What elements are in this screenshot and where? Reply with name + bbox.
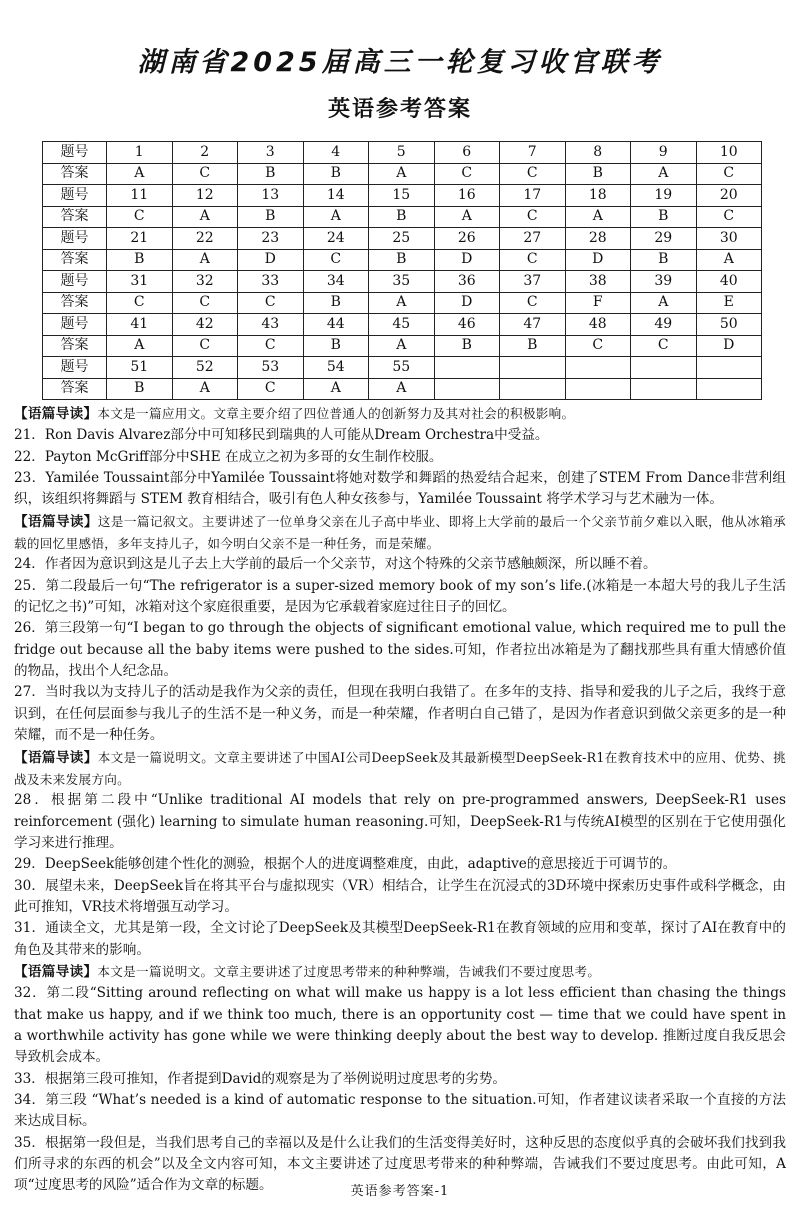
answer-cell: B xyxy=(238,163,304,185)
row-label-answer: 答案 xyxy=(43,292,107,314)
answer-cell: A xyxy=(696,249,762,271)
row-label-question: 题号 xyxy=(43,228,107,250)
answer-cell: B xyxy=(631,206,697,228)
answer-cell: C xyxy=(500,292,566,314)
answer-explanation: 26．第三段第一句“I began to go through the objects of significant emotional value, which required me to pull the fridge out because all the baby items were pushed to the sides.可知，作者拉出冰箱是为了翻找那些具有重大情感价值的物品，找出个人纪念品。 xyxy=(14,620,786,680)
answer-explanation: 24．作者因为意识到这是儿子去上大学前的最后一个父亲节，对这个特殊的父亲节感触颇深，所以睡不着。 xyxy=(14,556,657,573)
answer-cell: B xyxy=(107,378,173,400)
question-number-cell: 24 xyxy=(303,228,369,250)
answer-cell: C xyxy=(172,292,238,314)
question-number-cell: 27 xyxy=(500,228,566,250)
question-number-cell: 13 xyxy=(238,185,304,207)
row-label-question: 题号 xyxy=(43,271,107,293)
answer-explanation: 28．根据第二段中“Unlike traditional AI models that rely on pre-programmed answers, DeepSeek-R1 uses reinforcement (强化) learning to simulate human reasoning.可知，DeepSeek-R1与传统AI模型的区别在于它使用强化学习来进行推理。 xyxy=(14,792,786,851)
question-number-cell: 28 xyxy=(565,228,631,250)
answer-table xyxy=(42,141,762,400)
passage-guide xyxy=(14,511,786,555)
question-number-cell: 10 xyxy=(696,142,762,164)
answer-cell: C xyxy=(107,206,173,228)
question-number-cell: 33 xyxy=(238,271,304,293)
question-number-cell: 12 xyxy=(172,185,238,207)
question-number-cell: 48 xyxy=(565,314,631,336)
question-number-cell: 40 xyxy=(696,271,762,293)
question-number-cell: 42 xyxy=(172,314,238,336)
question-number-cell: 26 xyxy=(434,228,500,250)
passage-guide xyxy=(14,961,786,983)
answer-cell: A xyxy=(434,206,500,228)
answer-row xyxy=(43,249,762,271)
question-number-cell: 55 xyxy=(369,357,435,379)
question-number-cell: 44 xyxy=(303,314,369,336)
answer-cell: B xyxy=(565,163,631,185)
row-label-answer: 答案 xyxy=(43,378,107,400)
page-footer: 英语参考答案-1 xyxy=(350,1184,450,1199)
answer-cell: C xyxy=(631,335,697,357)
answer-row xyxy=(43,292,762,314)
answer-cell: B xyxy=(500,335,566,357)
row-label-question: 题号 xyxy=(43,314,107,336)
question-number-cell: 37 xyxy=(500,271,566,293)
question-number-cell: 17 xyxy=(500,185,566,207)
answer-row xyxy=(43,163,762,185)
answer-cell: C xyxy=(238,335,304,357)
question-number-row xyxy=(43,271,762,293)
answer-cell: B xyxy=(434,335,500,357)
answer-cell: A xyxy=(172,249,238,271)
question-number-cell: 39 xyxy=(631,271,697,293)
passage-guide-text: 本文是一篇说明文。文章主要讲述了中国AI公司DeepSeek及其最新模型DeepSeek-R1在教育技术中的应用、优势、挑战及未来发展方向。 xyxy=(14,749,786,787)
document-subtitle: 英语参考答案 xyxy=(327,97,472,122)
answer-explanation: 31．通读全文，尤其是第一段，全文讨论了DeepSeek及其模型DeepSeek-R1在教育领域的应用和变革，探讨了AI在教育中的角色及其带来的影响。 xyxy=(14,920,786,958)
answer-cell: C xyxy=(172,163,238,185)
answer-cell: D xyxy=(565,249,631,271)
question-number-cell: 11 xyxy=(107,185,173,207)
question-number-cell: 23 xyxy=(238,228,304,250)
answer-cell xyxy=(696,378,762,400)
answer-cell: B xyxy=(303,163,369,185)
answer-cell: A xyxy=(369,163,435,185)
question-number-cell: 51 xyxy=(107,357,173,379)
question-number-cell: 30 xyxy=(696,228,762,250)
answer-cell: B xyxy=(631,249,697,271)
answer-cell: A xyxy=(107,335,173,357)
answer-explanation: 34．第三段 “What’s needed is a kind of automatic response to the situation.可知，作者建议读者采取一个直接的方法来达成目标。 xyxy=(14,1092,786,1130)
question-number-cell: 50 xyxy=(696,314,762,336)
answer-cell: A xyxy=(303,378,369,400)
question-number-cell: 41 xyxy=(107,314,173,336)
question-number-cell: 54 xyxy=(303,357,369,379)
answer-cell: A xyxy=(369,378,435,400)
row-label-answer: 答案 xyxy=(43,335,107,357)
passage-guide xyxy=(14,747,786,791)
question-number-row xyxy=(43,314,762,336)
answer-cell: C xyxy=(303,249,369,271)
answer-cell: B xyxy=(369,249,435,271)
question-number-cell: 5 xyxy=(369,142,435,164)
question-number-cell: 35 xyxy=(369,271,435,293)
answer-cell: C xyxy=(696,163,762,185)
answer-cell xyxy=(565,378,631,400)
question-number-cell xyxy=(565,357,631,379)
answer-cell: C xyxy=(172,335,238,357)
passage-guide-label: 【语篇导读】 xyxy=(14,749,98,766)
answer-cell: D xyxy=(696,335,762,357)
answer-cell: B xyxy=(107,249,173,271)
answer-explanation: 30．展望未来，DeepSeek旨在将其平台与虚拟现实（VR）相结合，让学生在沉浸式的3D环境中探索历史事件或科学概念，由此可推知，VR技术将增强互动学习。 xyxy=(14,877,786,915)
question-number-cell xyxy=(696,357,762,379)
answer-cell: A xyxy=(369,292,435,314)
row-label-answer: 答案 xyxy=(43,206,107,228)
question-number-cell: 32 xyxy=(172,271,238,293)
answer-row xyxy=(43,335,762,357)
question-number-row xyxy=(43,357,762,379)
question-number-cell: 52 xyxy=(172,357,238,379)
question-number-cell: 53 xyxy=(238,357,304,379)
question-number-cell xyxy=(631,357,697,379)
answer-cell xyxy=(500,378,566,400)
question-number-cell xyxy=(500,357,566,379)
answer-cell: A xyxy=(107,163,173,185)
answer-cell: A xyxy=(172,378,238,400)
question-number-cell: 22 xyxy=(172,228,238,250)
question-number-cell: 43 xyxy=(238,314,304,336)
answer-cell: A xyxy=(631,163,697,185)
answer-cell xyxy=(434,378,500,400)
answer-row xyxy=(43,206,762,228)
question-number-cell: 2 xyxy=(172,142,238,164)
answer-cell: C xyxy=(500,249,566,271)
answer-cell: C xyxy=(696,206,762,228)
answer-explanation: 21．Ron Davis Alvarez部分中可知移民到瑞典的人可能从Dream Orchestra中受益。 xyxy=(14,427,549,444)
question-number-cell: 18 xyxy=(565,185,631,207)
question-number-cell: 25 xyxy=(369,228,435,250)
answer-cell: A xyxy=(631,292,697,314)
question-number-cell: 6 xyxy=(434,142,500,164)
passage-guide-text: 这是一篇记叙文。主要讲述了一位单身父亲在儿子高中毕业、即将上大学前的最后一个父亲节前夕难以入眠，他从冰箱承载的回忆里感悟，多年支持儿子，如今明白父亲不是一种任务，而是荣耀。 xyxy=(14,513,786,552)
answer-cell: B xyxy=(303,292,369,314)
question-number-cell: 49 xyxy=(631,314,697,336)
answer-cell: A xyxy=(172,206,238,228)
answer-explanation: 29．DeepSeek能够创建个性化的测验，根据个人的进度调整难度，由此，adaptive的意思接近于可调节的。 xyxy=(14,856,677,873)
question-number-row xyxy=(43,142,762,164)
passage-guide-text: 本文是一篇应用文。文章主要介绍了四位普通人的创新努力及其对社会的积极影响。 xyxy=(97,406,575,421)
question-number-cell: 34 xyxy=(303,271,369,293)
question-number-cell: 9 xyxy=(631,142,697,164)
question-number-cell: 47 xyxy=(500,314,566,336)
answer-explanation: 35．根据第一段但是，当我们思考自己的幸福以及是什么让我们的生活变得美好时，这种反思的态度似乎真的会破坏我们找到我们所寻求的东西的机会”以及全文内容可知，本文主要讲述了过度思考带来的种种弊端，告诫我们不要过度思考。由此可知，A项“过度思考的风险”适合作为文章的标题。 xyxy=(14,1134,786,1194)
question-number-cell: 46 xyxy=(434,314,500,336)
answer-cell: C xyxy=(434,163,500,185)
explanations xyxy=(14,403,786,1197)
passage-guide-label: 【语篇导读】 xyxy=(14,513,98,530)
answer-explanation: 32．第二段“Sitting around reflecting on what will make us happy is a lot less efficient than chasing the things that make us happy, and if we think too much, there is an opportunity cost — time that we could have spent in a worthwhile activity has gone while we were thinking deeply about the best way to develop. 推断过度自我反思会导致机会成本。 xyxy=(14,985,786,1066)
passage-guide xyxy=(14,403,786,425)
row-label-question: 题号 xyxy=(43,357,107,379)
question-number-row xyxy=(43,228,762,250)
question-number-cell: 36 xyxy=(434,271,500,293)
answer-explanation: 33．根据第三段可推知，作者提到David的观察是为了举例说明过度思考的劣势。 xyxy=(14,1070,507,1087)
answer-cell: E xyxy=(696,292,762,314)
answer-cell: D xyxy=(434,292,500,314)
answer-cell: B xyxy=(238,206,304,228)
answer-cell: B xyxy=(303,335,369,357)
answer-cell: C xyxy=(238,292,304,314)
answer-row xyxy=(43,378,762,400)
answer-explanation: 27．当时我以为支持儿子的活动是我作为父亲的责任，但现在我明白我错了。在多年的支持、指导和爱我的儿子之后，我终于意识到，在任何层面参与我儿子的生活不是一种义务，而是一种荣耀，作者明白自己错了，是因为作者意识到做父亲更多的是一种荣耀，而不是一种任务。 xyxy=(14,684,786,744)
row-label-question: 题号 xyxy=(43,142,107,164)
answer-cell: C xyxy=(107,292,173,314)
answer-cell: A xyxy=(369,335,435,357)
question-number-cell: 19 xyxy=(631,185,697,207)
question-number-cell: 8 xyxy=(565,142,631,164)
question-number-cell: 20 xyxy=(696,185,762,207)
row-label-answer: 答案 xyxy=(43,249,107,271)
passage-guide-label: 【语篇导读】 xyxy=(14,963,98,980)
question-number-row xyxy=(43,185,762,207)
answer-explanation: 22．Payton McGriff部分中SHE 在成立之初为多哥的女生制作校服。 xyxy=(14,448,443,465)
question-number-cell: 21 xyxy=(107,228,173,250)
question-number-cell: 7 xyxy=(500,142,566,164)
answer-cell: C xyxy=(500,206,566,228)
question-number-cell: 31 xyxy=(107,271,173,293)
question-number-cell: 16 xyxy=(434,185,500,207)
answer-cell: C xyxy=(500,163,566,185)
question-number-cell: 29 xyxy=(631,228,697,250)
passage-guide-text: 本文是一篇说明文。文章主要讲述了过度思考带来的种种弊端，告诫我们不要过度思考。 xyxy=(97,963,601,979)
answer-cell: F xyxy=(565,292,631,314)
question-number-cell: 4 xyxy=(303,142,369,164)
answer-cell: D xyxy=(434,249,500,271)
exam-title: 湖南省2025届高三一轮复习收官联考 xyxy=(137,47,663,78)
answer-cell: D xyxy=(238,249,304,271)
question-number-cell: 1 xyxy=(107,142,173,164)
answer-cell: C xyxy=(565,335,631,357)
question-number-cell: 14 xyxy=(303,185,369,207)
answer-cell: A xyxy=(565,206,631,228)
answer-cell: B xyxy=(369,206,435,228)
row-label-question: 题号 xyxy=(43,185,107,207)
answer-cell: A xyxy=(303,206,369,228)
question-number-cell: 38 xyxy=(565,271,631,293)
question-number-cell: 45 xyxy=(369,314,435,336)
answer-explanation: 25．第二段最后一句“The refrigerator is a super-sized memory book of my son’s life.(冰箱是一本超大号的我儿子生活的记忆之书)”可知，冰箱对这个家庭很重要，是因为它承载着家庭过往日子的回忆。 xyxy=(14,577,786,616)
question-number-cell xyxy=(434,357,500,379)
row-label-answer: 答案 xyxy=(43,163,107,185)
answer-cell xyxy=(631,378,697,400)
answer-cell: C xyxy=(238,378,304,400)
question-number-cell: 15 xyxy=(369,185,435,207)
answer-explanation: 23．Yamilée Toussaint部分中Yamilée Toussaint将她对数学和舞蹈的热爱结合起来，创建了STEM From Dance非营利组织，该组织将舞蹈与 STEM 教育相结合，吸引有色人种女孩参与，Yamilée Toussaint 将学术学习与艺术融为一体。 xyxy=(14,470,786,508)
question-number-cell: 3 xyxy=(238,142,304,164)
passage-guide-label: 【语篇导读】 xyxy=(14,406,98,422)
